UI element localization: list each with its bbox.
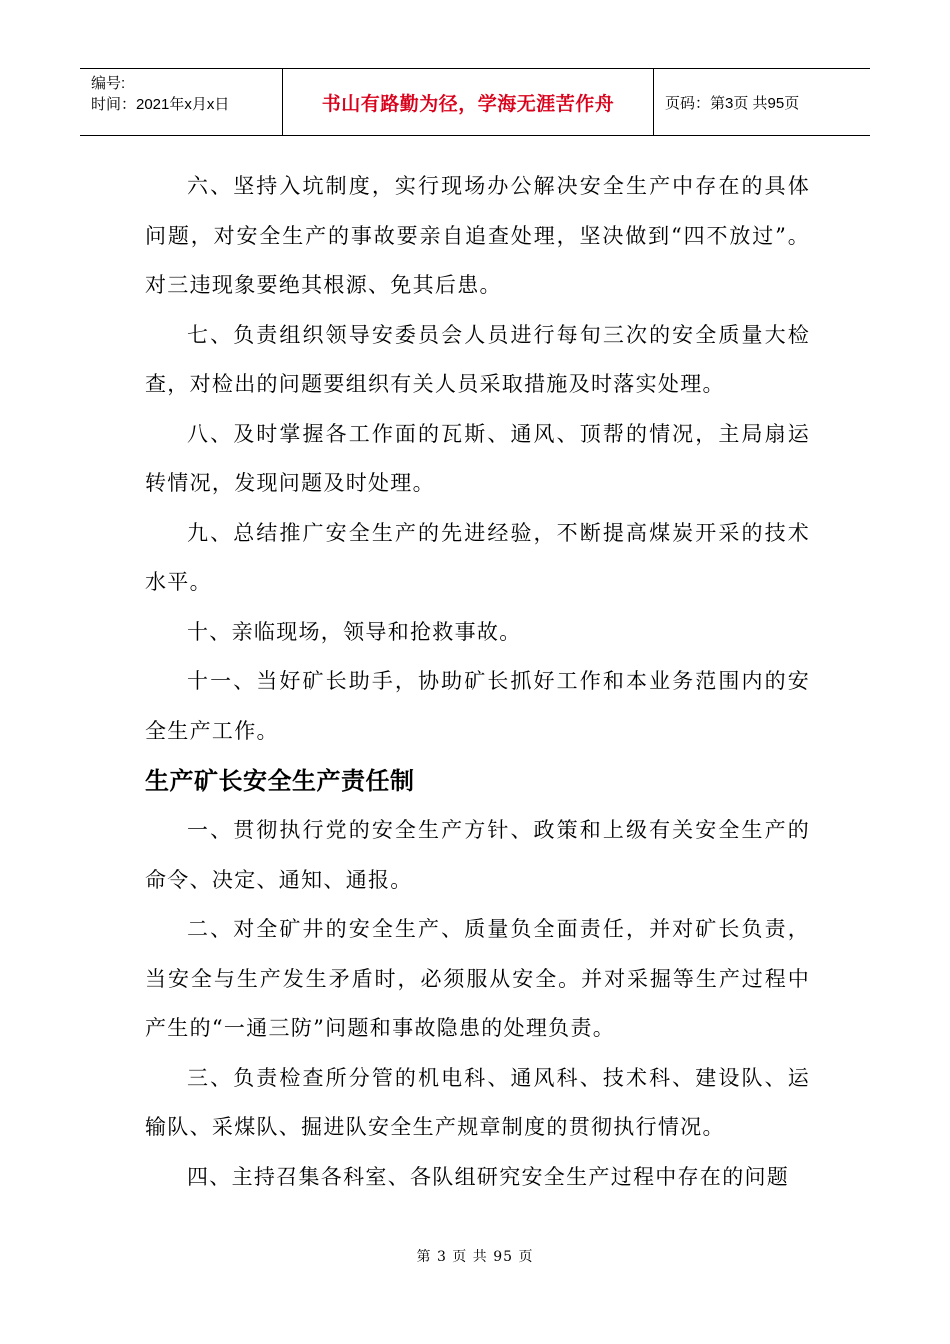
paragraph: 八、及时掌握各工作面的瓦斯、通风、顶帮的情况，主局扇运转情况，发现问题及时处理。	[145, 421, 810, 495]
header-page-info-cell	[654, 69, 870, 135]
paragraph: 九、总结推广安全生产的先进经验，不断提高煤炭开采的技术水平。	[145, 520, 810, 594]
document-body	[145, 162, 810, 1202]
section-title: 生产矿长安全生产责任制	[145, 766, 415, 795]
header-motto: 书山有路勤为径，学海无涯苦作舟	[321, 92, 615, 115]
section-paragraph: 四、主持召集各科室、各队组研究安全生产过程中存在的问题	[187, 1164, 790, 1189]
header-page-info: 页码：第3页 共95页	[665, 94, 800, 112]
page-header	[80, 68, 870, 136]
paragraph: 七、负责组织领导安委员会人员进行每旬三次的安全质量大检查，对检出的问题要组织有关人员采取措施及时落实处理。	[145, 322, 810, 396]
section-paragraph: 一、贯彻执行党的安全生产方针、政策和上级有关安全生产的命令、决定、通知、通报。	[145, 818, 810, 892]
section-paragraph: 二、对全矿井的安全生产、质量负全面责任，并对矿长负责，当安全与生产发生矛盾时，必须服从安全。并对采掘等生产过程中产生的“一通三防”问题和事故隐患的处理负责。	[145, 917, 810, 1040]
document-number-label: 编号:	[91, 75, 126, 92]
page-footer: 第 3 页 共 95 页	[416, 1249, 534, 1265]
document-date: 时间：2021年x月x日	[91, 96, 230, 113]
header-motto-cell	[282, 69, 654, 135]
paragraph: 十、亲临现场，领导和抢救事故。	[187, 619, 522, 644]
section-paragraph: 三、负责检查所分管的机电科、通风科、技术科、建设队、运输队、采煤队、掘进队安全生产规章制度的贯彻执行情况。	[145, 1065, 810, 1139]
paragraph: 十一、当好矿长助手，协助矿长抓好工作和本业务范围内的安全生产工作。	[145, 669, 810, 743]
header-meta	[80, 69, 282, 135]
paragraph: 六、坚持入坑制度，实行现场办公解决安全生产中存在的具体问题，对安全生产的事故要亲自追查处理，坚决做到“四不放过”。对三违现象要绝其根源、免其后患。	[145, 174, 810, 297]
